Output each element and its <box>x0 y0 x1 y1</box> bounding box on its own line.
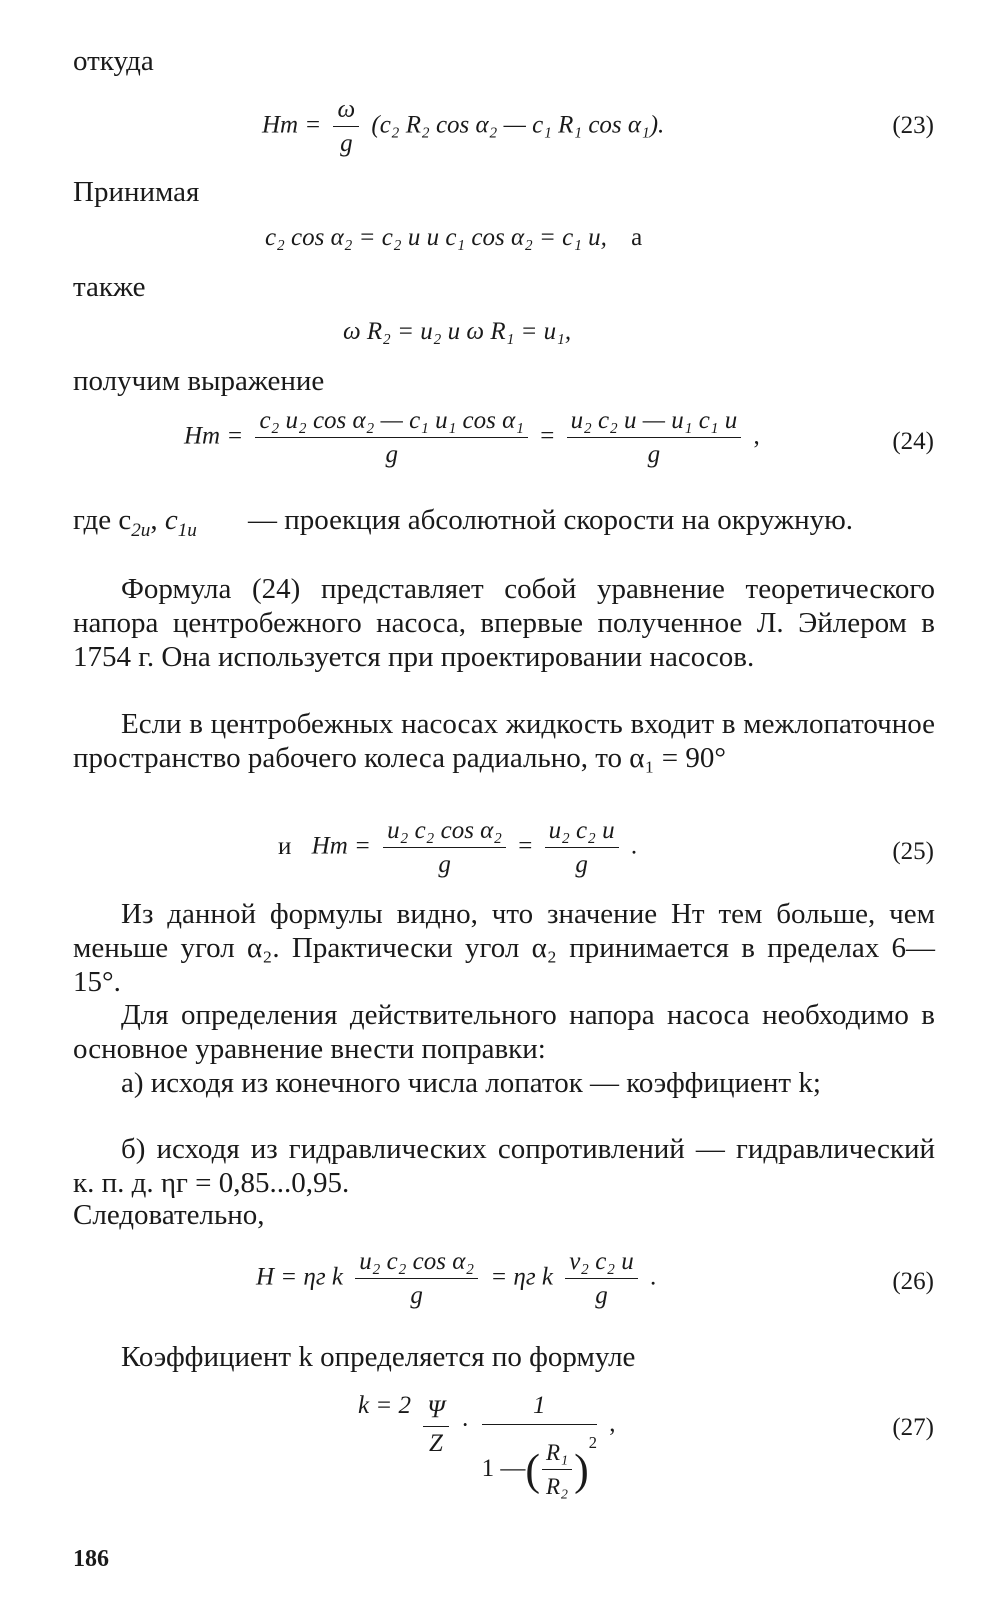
equation-u: ω R₂ = u₂ и ω R₁ = u₁, <box>343 318 572 345</box>
eq24-fraction-2 <box>567 407 742 469</box>
eq27-den2-pre: 1 — <box>481 1455 526 1482</box>
eq26-den2: g <box>595 1282 608 1309</box>
eq24-num1: c₂ u₂ cos α₂ — c₁ u₁ cos α₁ <box>255 407 527 438</box>
eq23-num: ω <box>333 96 359 127</box>
eq-c-tail: а <box>631 224 643 251</box>
eq25-prefix: и <box>278 832 292 860</box>
eq24-lhs: Hт = <box>184 422 244 450</box>
eq27-fraction-1 <box>423 1396 449 1458</box>
line-prinimaya: Принимая <box>73 176 200 208</box>
eq27-exponent: 2 <box>588 1433 597 1452</box>
equation-26: H = ηг k $\frac{\text{u₂ c₂ cos α₂}}{g}$ = ηг k $\frac{\text{v₂ c₂ u}}{g}$ . <box>256 1248 657 1309</box>
line-otkuda: откуда <box>73 45 154 77</box>
page-number: 186 <box>73 1546 109 1572</box>
eq23-den: g <box>340 130 353 157</box>
eq25-num2: u₂ c₂ u <box>545 817 619 848</box>
equation-24: Hт = $\frac{\text{c₂ u₂ cos α₂ — c₁ u₁ cos α₁}}{g}$ = $\frac{\text{u₂ c₂ u — u₁ c₁ u}}{g}$ , <box>184 407 760 468</box>
eq26-number: (26) <box>892 1268 934 1295</box>
line-poluchim: получим выражение <box>73 365 325 397</box>
eq25-fraction-2 <box>545 817 619 879</box>
eq25-fraction-1 <box>383 817 506 879</box>
eq24-num2: u₂ c₂ u — u₁ c₁ u <box>567 407 742 438</box>
eq27-r-den: R₂ <box>546 1474 569 1500</box>
eq27-num1: Ψ <box>423 1396 449 1427</box>
paragraph-dlya: Для определения действительного напора насоса необходимо в основное уравнение внести поправки: <box>73 999 935 1065</box>
list-item-a: а) исходя из конечного числа лопаток — коэффициент k; <box>121 1067 821 1099</box>
paragraph-formula: Формула (24) представляет собой уравнение теоретического напора центробежного насоса, впервые полученное Л. Эйлером в 1754 г. Она используется при проектировании насосов. <box>73 573 935 673</box>
eq27-ratio <box>542 1439 572 1501</box>
eq27-den1: Z <box>429 1430 443 1457</box>
eq23-fraction <box>333 96 359 158</box>
equation-23 <box>262 96 664 158</box>
eq27-number: (27) <box>892 1414 934 1441</box>
eq26-num2: v₂ c₂ u <box>565 1248 638 1279</box>
list-item-b: б) исходя из гидравлических сопротивлений — гидравлический к. п. д. ηг = 0,85...0,95. <box>73 1133 935 1199</box>
paragraph-koef: Коэффициент k определяется по формуле <box>121 1341 636 1373</box>
equation-25: и Hт = $\frac{\text{u₂ c₂ cos α₂}}{g}$ = $\frac{\text{u₂ c₂ u}}{g}$ . <box>278 817 638 878</box>
eq26-fraction-1 <box>355 1248 478 1310</box>
eq27-den2: 1 —( $\frac{\text{R₁}}{\text{R₂}}$ )$^2$ <box>481 1433 597 1500</box>
gde-definition: — проекция абсолютной скорости на окружную. <box>248 504 854 536</box>
eq24-fraction-1 <box>255 407 527 469</box>
eq26-fraction-2 <box>565 1248 638 1310</box>
gde-prefix: где c <box>73 504 132 536</box>
eq25-den2: g <box>575 851 588 878</box>
eq23-lhs: Hт = <box>262 111 322 139</box>
eq-c-text: c₂ cos α₂ = c₂ u и c₁ cos α₂ = c₁ u, <box>265 224 607 251</box>
eq23-rhs: (c₂ R₂ cos α₂ — c₁ R₁ cos α₁). <box>371 111 665 139</box>
eq24-den1: g <box>385 441 398 468</box>
paragraph-iz: Из данной формулы видно, что значение Hт тем больше, чем меньше угол α₂. Практически угол α₂ принимается в пределах 6—15°. <box>73 898 935 998</box>
eq25-num1: u₂ c₂ cos α₂ <box>383 817 506 848</box>
eq27-r-num: R₁ <box>542 1439 572 1470</box>
eq25-lhs: Hт = <box>311 832 371 860</box>
eq26-mid: = ηг k <box>490 1263 553 1291</box>
eq25-number: (25) <box>892 838 934 865</box>
eq25-den1: g <box>438 851 451 878</box>
eq24-den2: g <box>647 441 661 468</box>
eq26-lhs: H = ηг k <box>256 1263 343 1291</box>
equation-c <box>265 224 642 252</box>
eq26-den1: g <box>410 1282 423 1309</box>
equation-27: k = 2 $\frac{\Psi}{Z}$ · 1 1 —( $\frac{\text{R₁}}{\text{R₂}}$ )$^2$ , <box>358 1392 616 1500</box>
eq23-number: (23) <box>892 112 934 139</box>
paragraph-esli: Если в центробежных насосах жидкость входит в межлопаточное пространство рабочего колеса радиально, то α₁ = 90° <box>73 708 935 774</box>
eq27-fraction-2 <box>482 1392 597 1501</box>
eq27-num2: 1 <box>482 1392 597 1425</box>
line-sledovatelno: Следовательно, <box>73 1199 265 1231</box>
line-takzhe: также <box>73 271 146 303</box>
eq26-num1: u₂ c₂ cos α₂ <box>355 1248 478 1279</box>
eq24-number: (24) <box>892 428 934 455</box>
eq27-lhs: k = 2 <box>358 1392 411 1419</box>
line-gde: где $c_{2u}$, $c_{1u}$ <box>73 504 197 541</box>
